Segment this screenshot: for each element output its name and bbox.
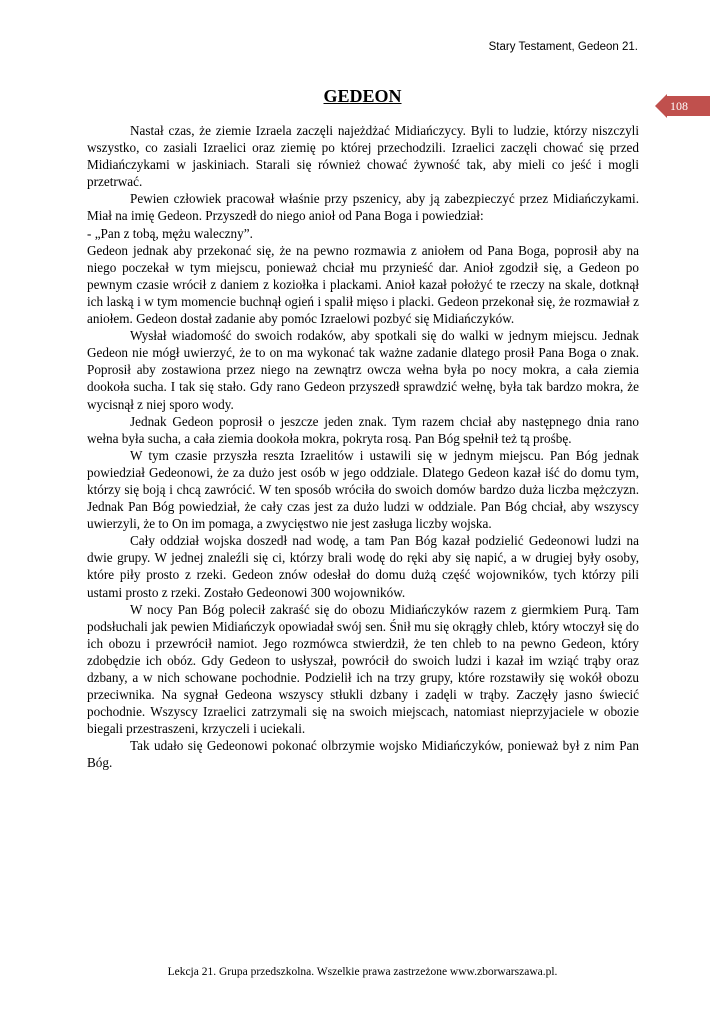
paragraph: Nastał czas, że ziemie Izraela zaczęli najeżdżać Midiańczycy. Byli to ludzie, którzy niszczyli wszystko, co zasiali Izraelici oraz ziemię po której przechodzili. Izraelici zaczęli chować się przed Midiańczykami w jaskiniach. Starali się również chować żywność tak, aby mieli co jeść i mogli przetrwać. bbox=[87, 123, 639, 190]
footer-copyright: Lekcja 21. Grupa przedszkolna. Wszelkie prawa zastrzeżone www.zborwarszawa.pl. bbox=[167, 966, 558, 978]
paragraph: Cały oddział wojska doszedł nad wodę, a tam Pan Bóg kazał podzielić Gedeonowi ludzi na dwie grupy. W jednej znaleźli się ci, którzy brali wodę do ręki aby się napić, a w drugiej były osoby, które piły prosto z rzeki. Gedeon znów odesłał do domu dużą część wojowników, tych którzy pili ustami prosto z rzeki. Zostało Gedeonowi 300 wojowników. bbox=[87, 533, 639, 600]
paragraph: Jednak Gedeon poprosił o jeszcze jeden znak. Tym razem chciał aby następnego dnia rano wełna była sucha, a cała ziemia dookoła mokra, pokryta rosą. Pan Bóg spełnił też tą prośbę. bbox=[87, 413, 639, 446]
paragraph: Wysłał wiadomość do swoich rodaków, aby spotkali się do walki w jednym miejscu. Jednak Gedeon nie mógł uwierzyć, że to on ma wykonać tak ważne zadanie dlatego prosił Pana Boga o znak. Poprosił aby zostawiona przez niego na zewnątrz owcza wełna była po nocy mokra, a cała ziemia dookoła sucha. I tak się stało. Gdy rano Gedeon przyszedł sprawdzić wełnę, była tak bardzo mokra, że wycisnął z niej sporo wody. bbox=[87, 328, 639, 412]
paragraph: W tym czasie przyszła reszta Izraelitów i ustawili się w jednym miejscu. Pan Bóg jednak powiedział Gedeonowi, że za dużo jest osób w jego oddziale. Dlatego Gedeon kazał iść do domu tym, którzy się boją i chcą zawrócić. W ten sposób wróciła do swoich domów bardzo duża liczba mężczyzn. Jednak Pan Bóg powiedział, że cały czas jest za dużo ludzi w oddziale. Pan Bóg chciał, aby wszyscy uwierzyli, że to On im pomaga, a zwycięstwo nie jest zasługa liczby wojska. bbox=[87, 447, 639, 532]
page-number: 108 bbox=[667, 96, 710, 116]
paragraph: W nocy Pan Bóg polecił zakraść się do obozu Midiańczyków razem z giermkiem Purą. Tam podsłuchali jak pewien Midiańczyk opowiadał swój sen. Śnił mu się okrągły chleb, który wtoczył się do ich obozu i przewrócił namiot. Jego rozmówca stwierdził, że ten chleb to na pewno Gedeon, który zdobędzie ich obóz. Gdy Gedeon to usłyszał, powrócił do swoich ludzi i kazał im wziąć trąby oraz dzbany, a w nich schowane pochodnie. Podzielił ich na trzy grupy, które rozstawiły się wokół obozu przeciwnika. Na sygnał Gedeona wszyscy stłukli dzbany i zadęli w trąby. Zaczęły jasno świecić pochodnie. Wszyscy Izraelici zatrzymali się na swoich miejscach, natomiast nieprzyjaciele w obozie biegali przestraszeni, krzyczeli i uciekali. bbox=[87, 601, 639, 737]
header-reference: Stary Testament, Gedeon 21. bbox=[488, 41, 638, 53]
page-title: GEDEON bbox=[323, 86, 402, 106]
paragraph: Tak udało się Gedeonowi pokonać olbrzymie wojsko Midiańczyków, ponieważ był z nim Pan Bóg. bbox=[87, 738, 639, 771]
paragraph: Gedeon jednak aby przekonać się, że na pewno rozmawia z aniołem od Pana Boga, poprosił aby na niego poczekał w tym miejscu, ponieważ chciał mu przynieść dar. Anioł zgodził się, a Gedeon po pewnym czasie wrócił z daniem z koziołka i plackami. Anioł kazał położyć te rzeczy na skale, dotknął ich laską i w tym momencie buchnął ogień i spalił mięso i placki. Gedeon przekonał się, że rozmawiał z aniołem. Gedeon dostał zadanie aby pomóc Izraelowi pozbyć się Midiańczyków. bbox=[87, 242, 639, 327]
paragraph-quote: - „Pan z tobą, mężu waleczny”. bbox=[87, 225, 253, 241]
paragraph: Pewien człowiek pracował właśnie przy pszenicy, aby ją zabezpieczyć przez Midiańczykami. Miał na imię Gedeon. Przyszedł do niego anioł od Pana Boga i powiedział: bbox=[87, 191, 639, 224]
story-body bbox=[87, 122, 639, 772]
